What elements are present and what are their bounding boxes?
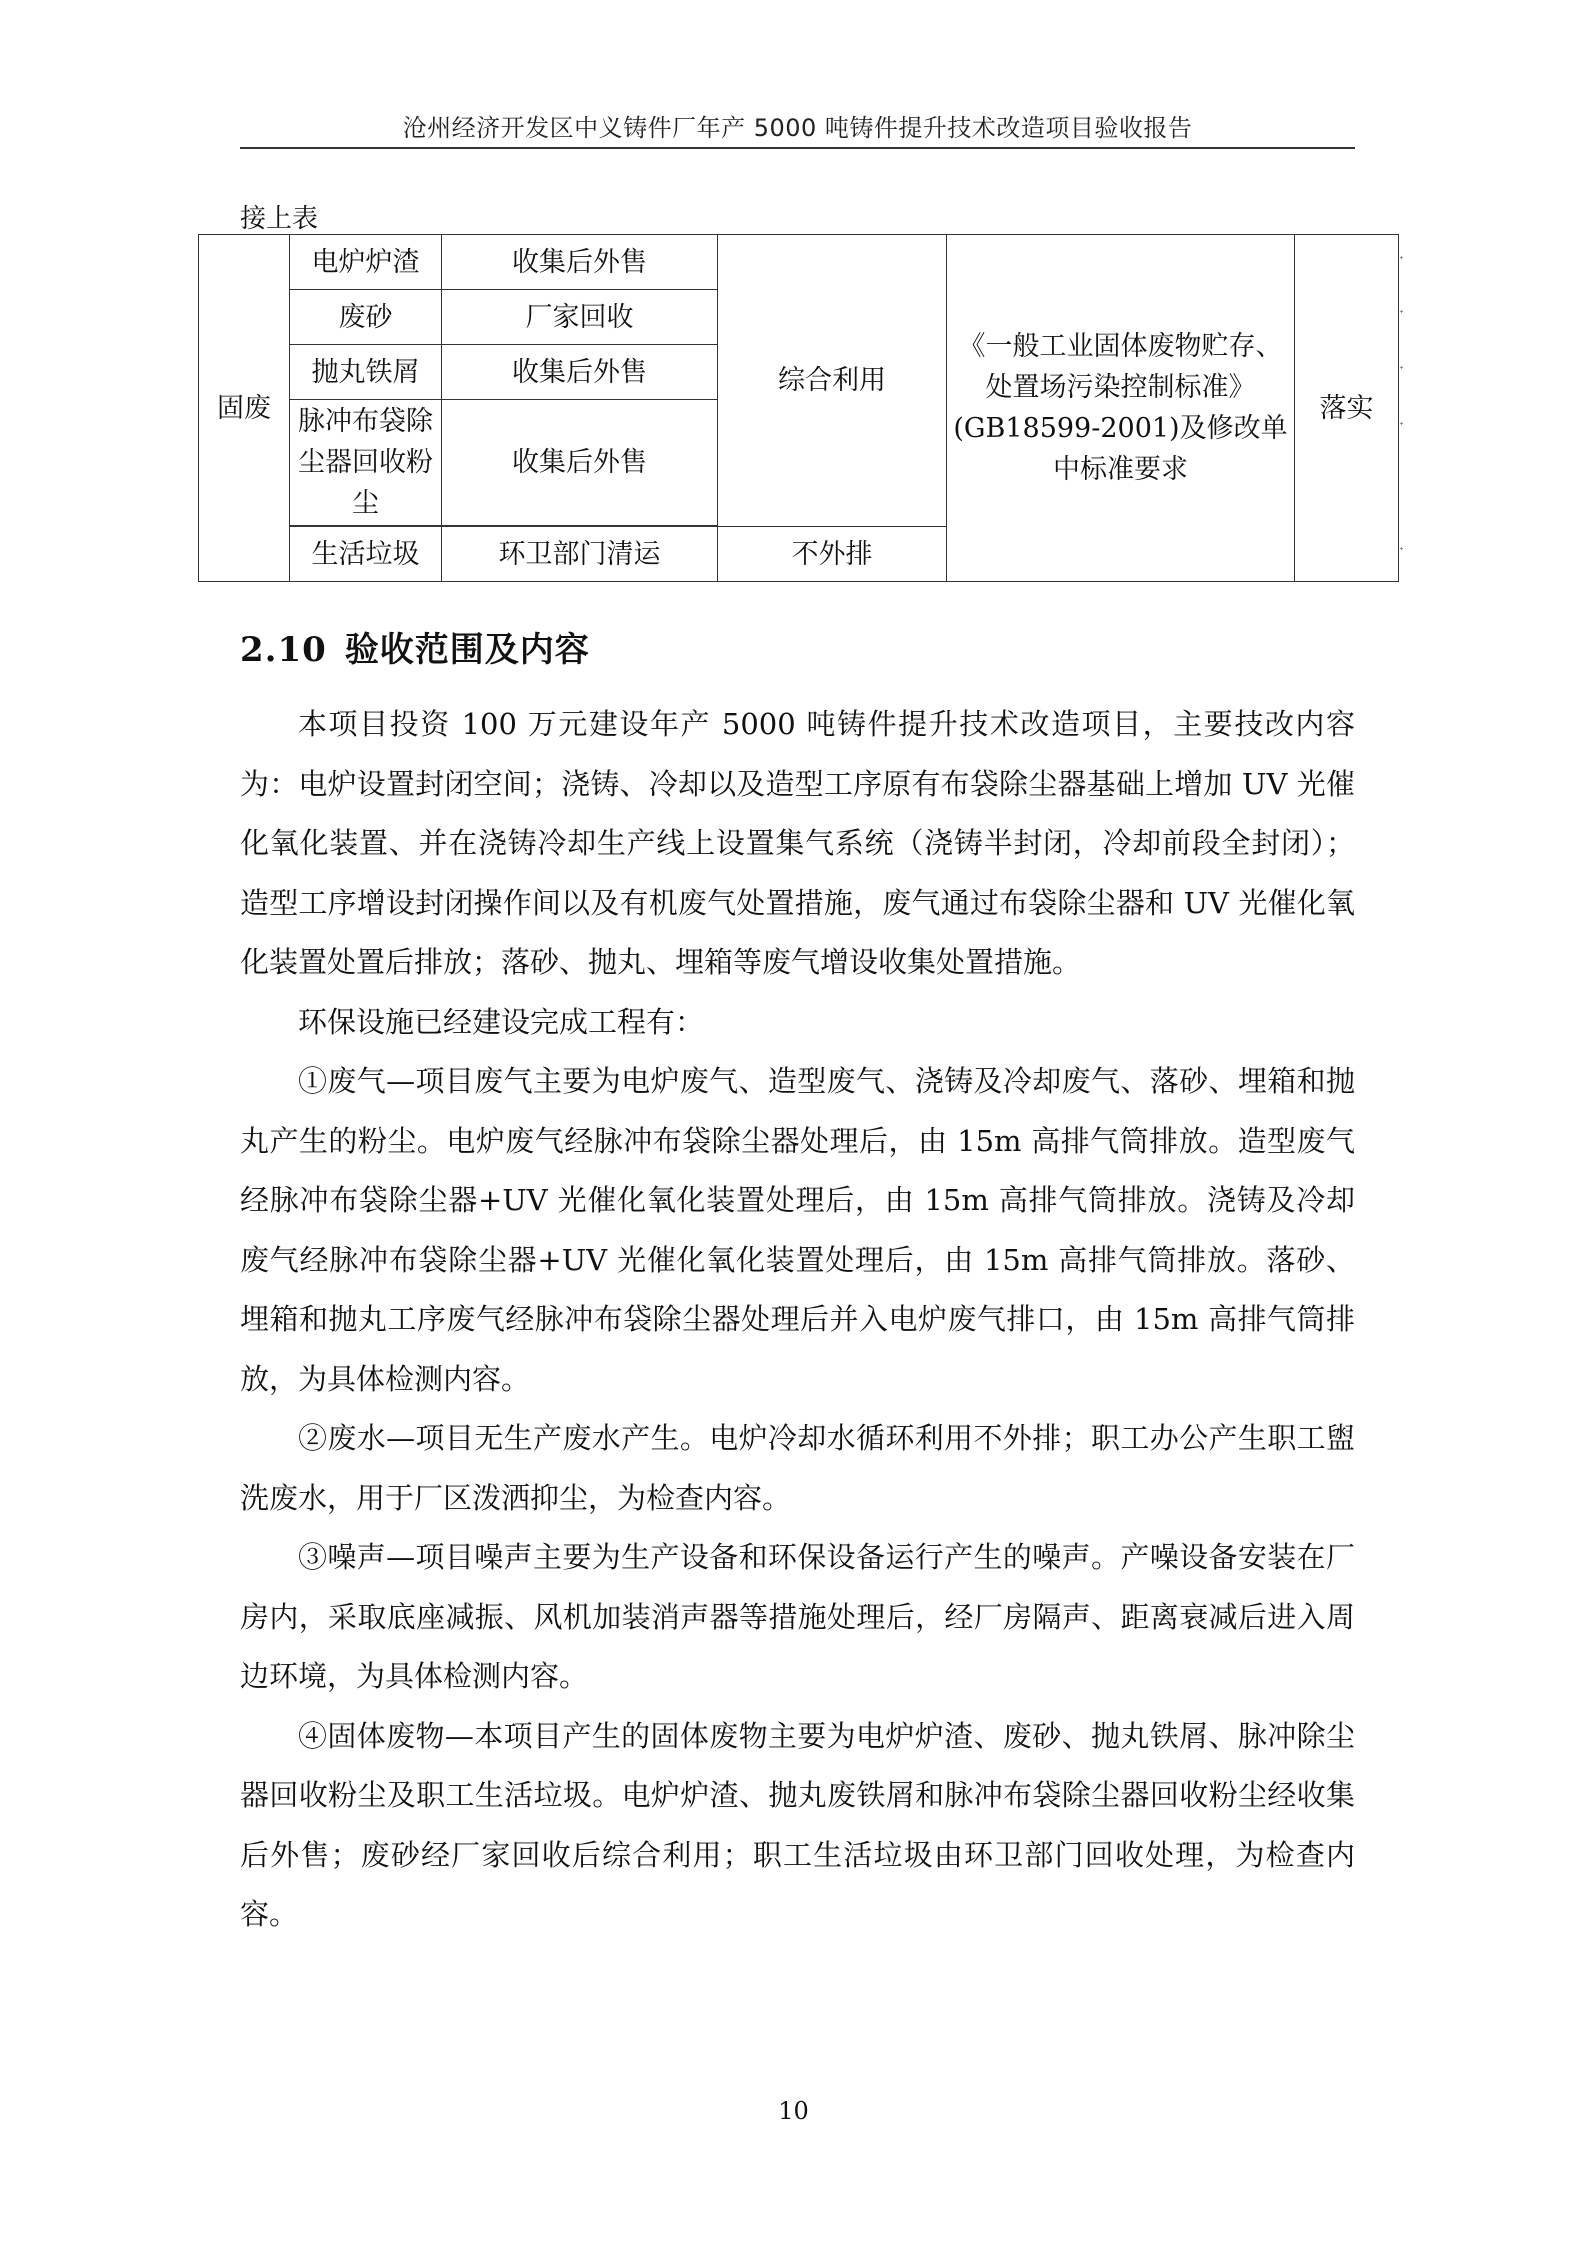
standard-cell: 《一般工业固体废物贮存、处置场污染控制标准》(GB18599-2001)及修改单中标准要求 [947, 235, 1295, 582]
treatment-cell: 收集后外售 [442, 235, 718, 290]
paragraph: ②废水—项目无生产废水产生。电炉冷却水循环利用不外排；职工办公产生职工盥洗废水，用于厂区泼洒抑尘，为检查内容。 [240, 1421, 1355, 1515]
waste-name-cell: 脉冲布袋除尘器回收粉尘 [290, 400, 442, 526]
solid-waste-table [198, 234, 1399, 582]
section-title: 验收范围及内容 [344, 630, 590, 670]
treatment-cell: 收集后外售 [442, 345, 718, 400]
edit-marks: ᐩ ᐩ ᐩ ᐩ ᐩ [1399, 253, 1404, 558]
page-number: 10 [778, 2097, 809, 2125]
paragraph: ①废气—项目废气主要为电炉废气、造型废气、浇铸及冷却废气、落砂、埋箱和抛丸产生的粉尘。电炉废气经脉冲布袋除尘器处理后，由 15m 高排气筒排放。造型废气经脉冲布袋除尘器+UV 光催化氧化装置处理后，由 15m 高排气筒排放。浇铸及冷却废气经脉冲布袋除尘器+UV 光催化氧化装置处理后，由 15m 高排气筒排放。落砂、埋箱和抛丸工序废气经脉冲布袋除尘器处理后并入电炉废气排口，由 15m 高排气筒排放，为具体检测内容。 [240, 1064, 1355, 1396]
paragraph: 本项目投资 100 万元建设年产 5000 吨铸件提升技术改造项目，主要技改内容为：电炉设置封闭空间；浇铸、冷却以及造型工序原有布袋除尘器基础上增加 UV 光催化氧化装置、并在浇铸冷却生产线上设置集气系统（浇铸半封闭，冷却前段全封闭）；造型工序增设封闭操作间以及有机废气处置措施，废气通过布袋除尘器和 UV 光催化氧化装置处置后排放；落砂、抛丸、埋箱等废气增设收集处置措施。 [240, 707, 1355, 979]
waste-name-cell: 电炉炉渣 [290, 235, 442, 290]
section-heading [240, 622, 590, 671]
body-text [240, 695, 1355, 1945]
table-continued-label: 接上表 [240, 204, 319, 234]
waste-name-cell: 废砂 [290, 290, 442, 345]
header-rule [240, 147, 1355, 149]
table-row [199, 235, 1399, 290]
waste-name-cell: 抛丸铁屑 [290, 345, 442, 400]
utilization-cell: 不外排 [718, 527, 947, 582]
page-header: 沧州经济开发区中义铸件厂年产 5000 吨铸件提升技术改造项目验收报告 [402, 114, 1193, 142]
treatment-cell: 环卫部门清运 [442, 527, 718, 582]
category-cell: 固废 [199, 235, 290, 582]
status-cell: 落实 [1295, 235, 1399, 582]
paragraph: ④固体废物—本项目产生的固体废物主要为电炉炉渣、废砂、抛丸铁屑、脉冲除尘器回收粉尘及职工生活垃圾。电炉炉渣、抛丸废铁屑和脉冲布袋除尘器回收粉尘经收集后外售；废砂经厂家回收后综合利用；职工生活垃圾由环卫部门回收处理，为检查内容。 [240, 1718, 1355, 1931]
paragraph: 环保设施已经建设完成工程有： [298, 1004, 705, 1039]
utilization-cell: 综合利用 [718, 235, 947, 527]
waste-name-cell: 生活垃圾 [290, 527, 442, 582]
treatment-cell: 厂家回收 [442, 290, 718, 345]
treatment-cell: 收集后外售 [442, 400, 718, 526]
section-number: 2.10 [240, 630, 327, 670]
paragraph: ③噪声—项目噪声主要为生产设备和环保设备运行产生的噪声。产噪设备安装在厂房内，采取底座减振、风机加装消声器等措施处理后，经厂房隔声、距离衰减后进入周边环境，为具体检测内容。 [240, 1540, 1355, 1693]
